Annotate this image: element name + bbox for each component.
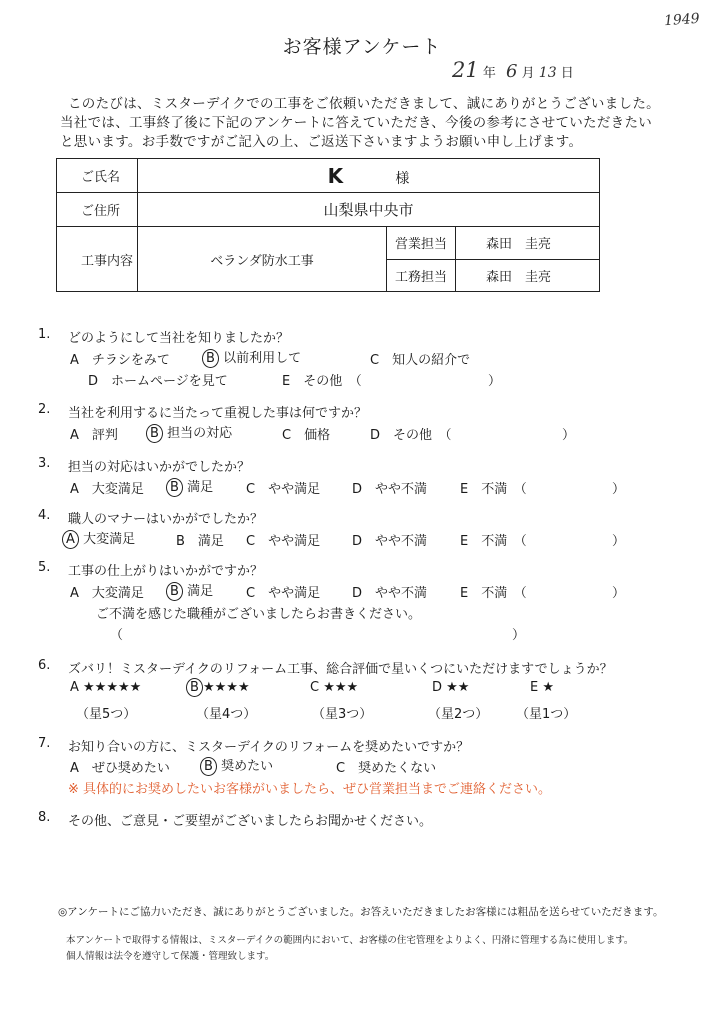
date: 21 年 6 月 13 日 [452,58,574,82]
q5-option-e-close: ） [612,586,626,601]
q1-option-d[interactable]: D ホームページを見て [88,374,228,389]
q4-option-c[interactable]: C やや満足 [246,534,321,549]
footer-thanks: ◎アンケートにご協力いただき、誠にありがとうございました。お答えいただきましたお客様には粗品を送らせていただきます。 [58,906,664,918]
q1-option-b[interactable]: B 以前利用して [202,347,301,368]
q6-option-b[interactable]: B ★★★★ [186,678,250,697]
q8-question: その他、ご意見・ご要望がございましたらお聞かせください。 [68,814,433,829]
q3-option-b[interactable]: B 満足 [166,476,213,497]
q1-selected-mark: B [202,349,219,368]
q2-question: 当社を利用するに当たって重視した事は何ですか？ [68,406,368,421]
date-year: 21 [452,58,479,82]
q4-option-e[interactable]: E 不満 （ [460,534,527,549]
q2-option-d[interactable]: D その他 （ [370,428,452,443]
q5-selected-mark: B [166,582,183,601]
q4-option-d[interactable]: D やや不満 [352,534,428,549]
name-suffix: 様 [395,170,410,187]
q5-number: 5. [38,560,51,575]
q5-option-a[interactable]: A 大変満足 [70,586,144,601]
construction-value: 森田 圭亮 [456,259,600,292]
q7-option-c[interactable]: C 奨めたくない [336,761,437,776]
q1-question: どのようにして当社を知りましたか？ [68,331,290,346]
q5-option-e[interactable]: E 不満 （ [460,586,527,601]
q1-option-e-close: ） [488,374,502,389]
intro-line-1: このたびは、ミスターデイクでの工事をご依頼いただきまして、誠にありがとうございました。 [68,96,660,112]
q7-note: ※ 具体的にお奨めしたいお客様がいましたら、ぜひ営業担当までご連絡ください。 [68,782,552,797]
q5-option-c[interactable]: C やや満足 [246,586,321,601]
q3-option-c[interactable]: C やや満足 [246,482,321,497]
q5-input-close: ） [512,628,526,643]
sales-label: 営業担当 [387,227,456,260]
intro-line-2: 当社では、工事終了後に下記のアンケートに答えていただき、今後の参考にさせていただきたい [60,115,653,131]
q3-option-e[interactable]: E 不満 （ [460,482,527,497]
q6-question: ズバリ！ミスターデイクのリフォーム工事、総合評価で星いくつにいただけますでしょうか？ [68,662,613,677]
address-value: 山梨県中央市 [138,193,600,227]
q5-option-d[interactable]: D やや不満 [352,586,428,601]
q7-number: 7. [38,736,51,751]
date-day: 13 [538,65,557,81]
q7-option-b[interactable]: B 奨めたい [200,755,273,776]
name-label: ご氏名 [57,159,138,193]
q4-number: 4. [38,508,51,523]
q1-number: 1. [38,327,51,342]
sales-value: 森田 圭亮 [456,227,600,260]
q7-question: お知り合いの方に、ミスターデイクのリフォームを奨めたいですか？ [68,740,470,755]
q6-selected-mark: B [186,678,203,697]
q5-option-b[interactable]: B 満足 [166,580,213,601]
q3-selected-mark: B [166,478,183,497]
q6-b-sub: （星4つ） [196,707,257,722]
q6-c-sub: （星3つ） [312,707,373,722]
q4-selected-mark: A [62,530,79,549]
q7-option-a[interactable]: A ぜひ奨めたい [70,761,170,776]
q6-option-c[interactable]: C ★★★ [310,680,359,695]
q2-option-a[interactable]: A 評判 [70,428,118,443]
q3-number: 3. [38,456,51,471]
q2-option-c[interactable]: C 価格 [282,428,331,443]
q2-selected-mark: B [146,424,163,443]
customer-info-table [56,158,600,292]
q4-question: 職人のマナーはいかがでしたか？ [68,512,264,527]
construction-label: 工務担当 [387,259,456,292]
name-value: K [327,163,344,188]
q1-option-c[interactable]: C 知人の紹介で [370,353,471,368]
work-label: 工事内容 [57,227,138,292]
q3-option-d[interactable]: D やや不満 [352,482,428,497]
name-cell [138,159,600,193]
q6-option-d[interactable]: D ★★ [432,680,470,695]
q4-option-a[interactable]: A 大変満足 [62,528,135,549]
q6-option-e[interactable]: E ★ [530,680,555,695]
q5-input-open[interactable]: （ [110,628,124,643]
q3-option-a[interactable]: A 大変満足 [70,482,144,497]
footer-privacy-2: 個人情報は法令を遵守して保護・管理致します。 [66,951,275,962]
q6-number: 6. [38,658,51,673]
intro-line-3: と思います。お手数ですがご記入の上、ご返送下さいますようお願い申し上げます。 [60,134,583,150]
date-month: 6 [506,61,518,82]
footer-privacy-1: 本アンケートで取得する情報は、ミスターデイクの範囲内において、お客様の住宅管理をよりよく、円滑に管理する為に使用します。 [66,935,634,946]
q3-option-e-close: ） [612,482,626,497]
q2-option-b[interactable]: B 担当の対応 [146,422,232,443]
q5-subtext: ご不満を感じた職種がございましたらお書きください。 [96,607,422,622]
q7-selected-mark: B [200,757,217,776]
address-label: ご住所 [57,193,138,227]
q4-option-b[interactable]: B 満足 [176,534,224,549]
q6-e-sub: （星1つ） [516,707,577,722]
q1-option-e[interactable]: E その他 （ [282,374,362,389]
q4-option-e-close: ） [612,534,626,549]
q3-question: 担当の対応はいかがでしたか？ [68,460,251,475]
q1-option-a[interactable]: A チラシをみて [70,353,170,368]
q2-option-d-close: ） [562,428,576,443]
q5-question: 工事の仕上がりはいかがですか？ [68,564,264,579]
work-value: ベランダ防水工事 [138,227,387,292]
q2-number: 2. [38,402,51,417]
page-title: お客様アンケート [282,36,442,58]
document-number: 1949 [663,10,701,30]
q6-a-sub: （星5つ） [76,707,137,722]
q6-option-a[interactable]: A ★★★★★ [70,680,142,695]
q6-d-sub: （星2つ） [428,707,489,722]
q8-number: 8. [38,810,51,825]
